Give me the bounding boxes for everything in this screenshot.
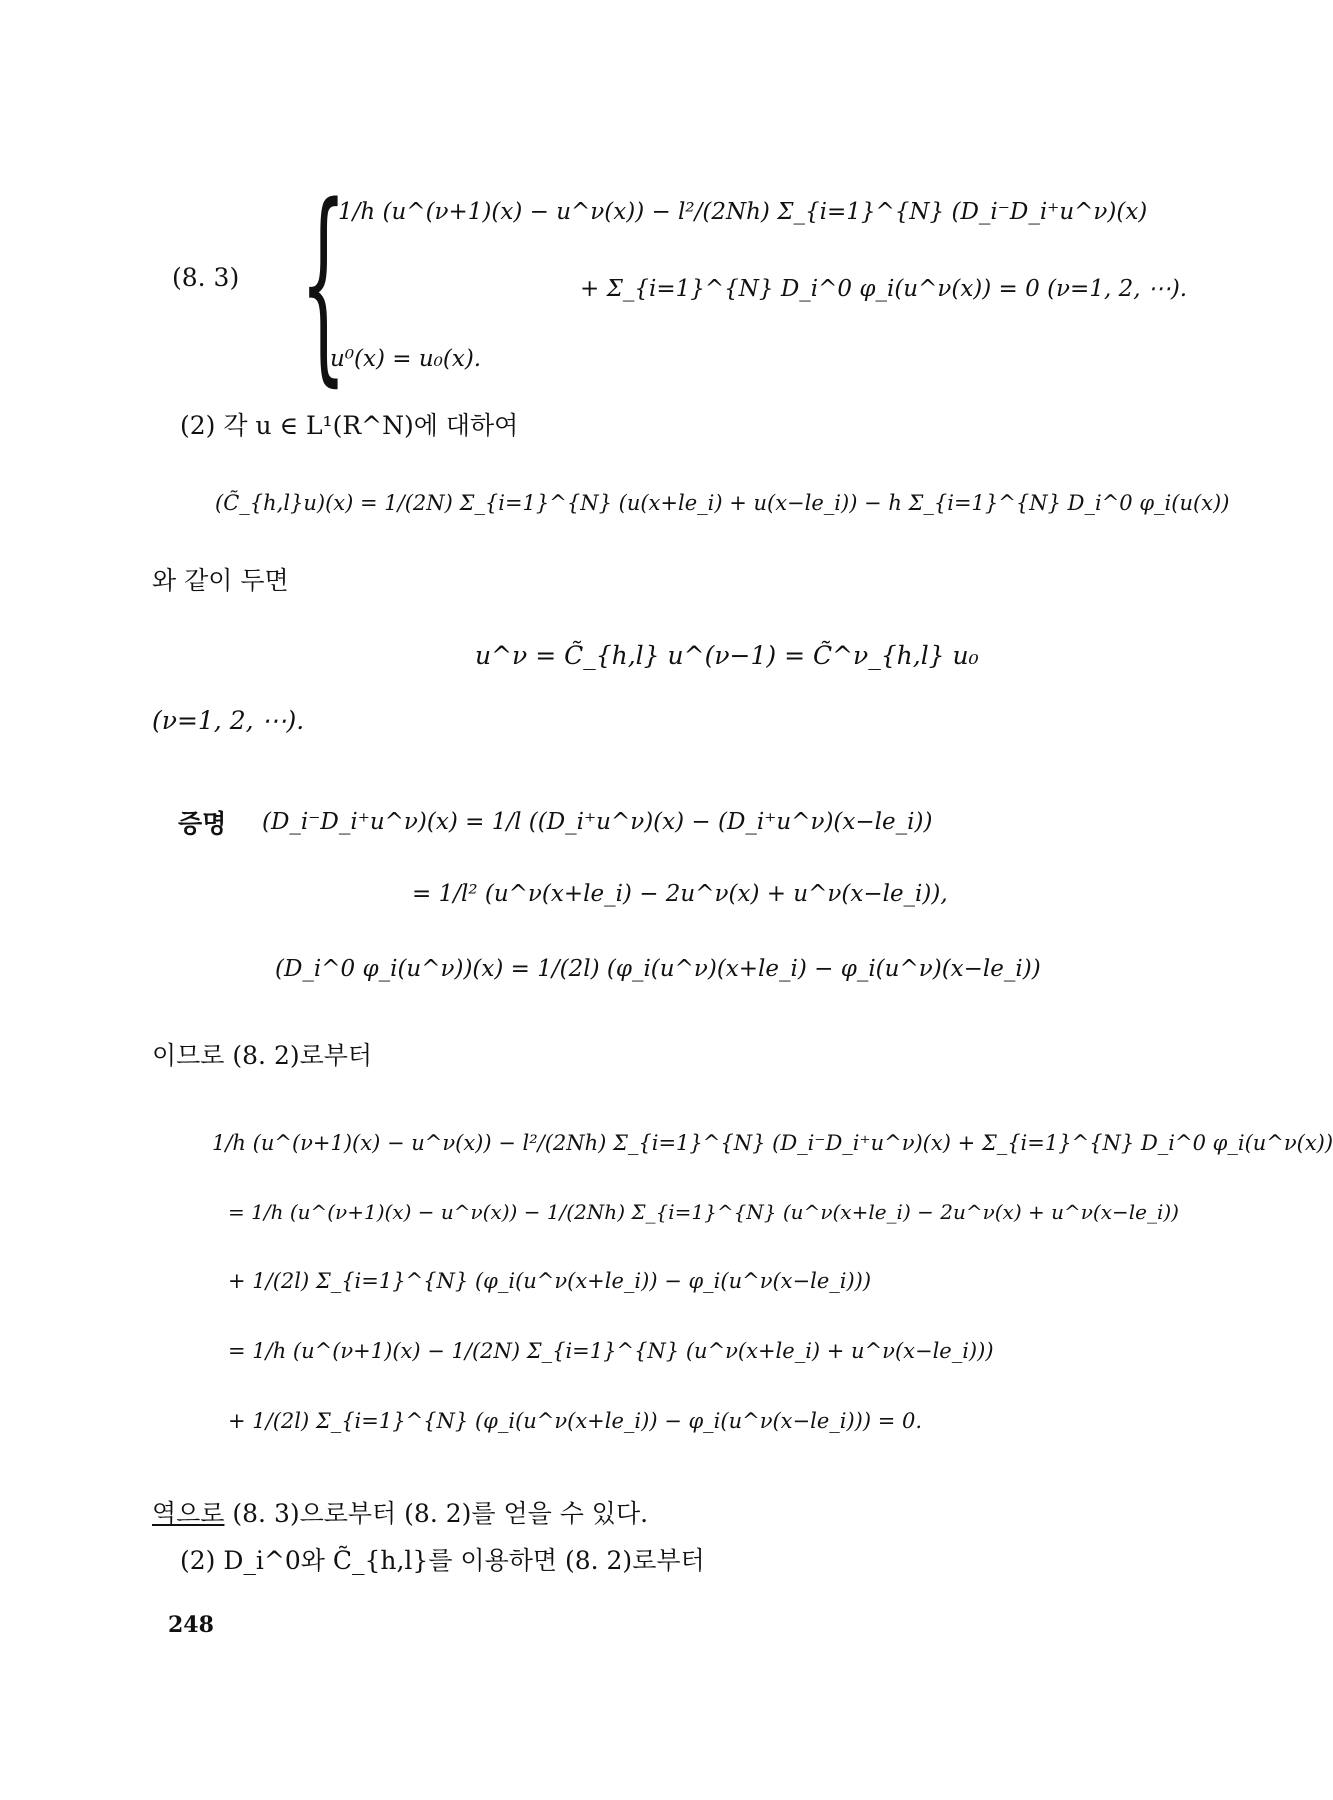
page-number: 248 [168, 1612, 214, 1638]
proof-label: 증명 [178, 809, 227, 838]
proof-line-1: (D_i⁻D_i⁺u^ν)(x) = 1/l ((D_i⁺u^ν)(x) − (D_i⁺u^ν)(x−le_i)) [262, 809, 933, 835]
derivation-line-2: = 1/h (u^(ν+1)(x) − u^ν(x)) − 1/(2Nh) Σ_{i=1}^{N} (u^ν(x+le_i) − 2u^ν(x) + u^ν(x−le_i)) [228, 1200, 1179, 1224]
equation-8-3-line-3: u⁰(x) = u₀(x). [330, 346, 482, 372]
system-brace: { [300, 160, 347, 405]
iteration-result: u^ν = C̃_{h,l} u^(ν−1) = C̃^ν_{h,l} u₀ [475, 641, 979, 670]
converse-label: 역으로 [152, 1499, 225, 1528]
item-2-tail: 와 같이 두면 [152, 566, 289, 595]
proof-line-3: (D_i^0 φ_i(u^ν))(x) = 1/(2l) (φ_i(u^ν)(x+le_i) − φ_i(u^ν)(x−le_i)) [275, 956, 1041, 982]
proof-line-2: = 1/l² (u^ν(x+le_i) − 2u^ν(x) + u^ν(x−le_i)), [412, 881, 948, 907]
equation-label-8-3: (8. 3) [172, 263, 240, 292]
operator-definition: (C̃_{h,l}u)(x) = 1/(2N) Σ_{i=1}^{N} (u(x+le_i) + u(x−le_i)) − h Σ_{i=1}^{N} D_i^0 φ_i(u(x)) [215, 491, 1230, 515]
iteration-range: (ν=1, 2, ⋯). [152, 706, 305, 735]
derivation-line-3: + 1/(2l) Σ_{i=1}^{N} (φ_i(u^ν(x+le_i)) − φ_i(u^ν(x−le_i))) [228, 1269, 872, 1293]
equation-8-3-line-2: + Σ_{i=1}^{N} D_i^0 φ_i(u^ν(x)) = 0 (ν=1, 2, ⋯). [580, 276, 1188, 302]
converse-statement [152, 1498, 648, 1529]
equation-8-3-line-1: 1/h (u^(ν+1)(x) − u^ν(x)) − l²/(2Nh) Σ_{i=1}^{N} (D_i⁻D_i⁺u^ν)(x) [338, 199, 1148, 225]
derivation-line-1: 1/h (u^(ν+1)(x) − u^ν(x)) − l²/(2Nh) Σ_{i=1}^{N} (D_i⁻D_i⁺u^ν)(x) + Σ_{i=1}^{N} D_i^0 φ_i(u^ν(x)) [212, 1131, 1333, 1155]
converse-rest: (8. 3)으로부터 (8. 2)를 얻을 수 있다. [224, 1499, 649, 1528]
derivation-line-5: + 1/(2l) Σ_{i=1}^{N} (φ_i(u^ν(x+le_i)) − φ_i(u^ν(x−le_i))) = 0. [228, 1409, 923, 1433]
proof-since: 이므로 (8. 2)로부터 [152, 1041, 373, 1070]
item-2-intro: (2) 각 u ∈ L¹(R^N)에 대하여 [180, 411, 519, 440]
part-2-statement: (2) D_i^0와 C̃_{h,l}를 이용하면 (8. 2)로부터 [180, 1546, 705, 1575]
derivation-line-4: = 1/h (u^(ν+1)(x) − 1/(2N) Σ_{i=1}^{N} (u^ν(x+le_i) + u^ν(x−le_i))) [228, 1339, 994, 1363]
